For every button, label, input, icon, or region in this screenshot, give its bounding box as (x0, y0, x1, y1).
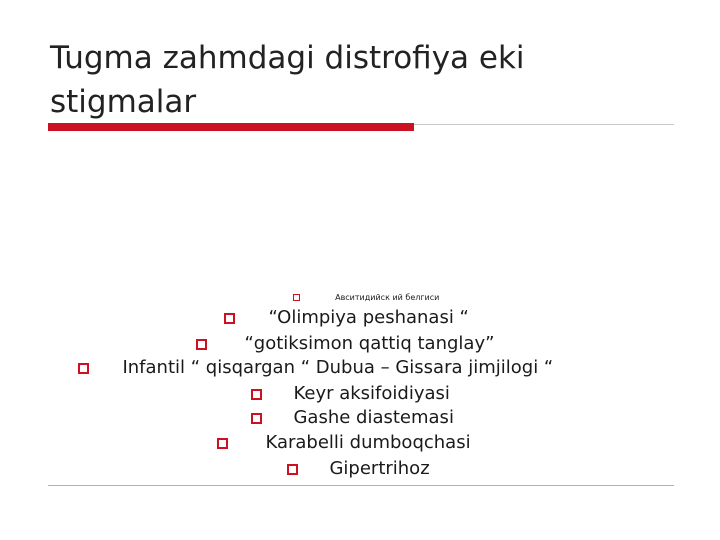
list-item (217, 431, 471, 455)
list-item (224, 306, 469, 330)
square-bullet-icon (78, 363, 89, 374)
square-bullet-icon (217, 438, 228, 449)
list-item-text: Gipertrihoz (329, 458, 430, 479)
list-item (196, 332, 494, 356)
list-item-text: Keyr aksifoidiyasi (293, 383, 450, 404)
footer-divider (48, 485, 674, 486)
square-bullet-icon (293, 294, 300, 301)
slide-title: Tugma zahmdagi distrofiya eki stigmalar (50, 40, 525, 120)
list-item-text: Karabelli dumboqchasi (265, 432, 471, 453)
square-bullet-icon (251, 413, 262, 424)
list-item (287, 457, 430, 481)
list-item-text: Infantil “ qisqargan “ Dubua – Gissara jimjilogi “ (122, 357, 554, 378)
list-item-text: Gashe diastemasi (293, 407, 454, 428)
list-item (251, 406, 454, 430)
small-list-item-text: Авситидийск ий белгиси (335, 293, 440, 302)
title-accent-bar (48, 123, 414, 131)
square-bullet-icon (224, 313, 235, 324)
list-item-text: “gotiksimon qattiq tanglay” (244, 333, 495, 354)
square-bullet-icon (196, 339, 207, 350)
list-item-text: “Olimpiya peshanasi “ (268, 307, 469, 328)
square-bullet-icon (287, 464, 298, 475)
small-list-item (293, 292, 439, 304)
list-item (78, 356, 553, 380)
list-item (251, 382, 450, 406)
square-bullet-icon (251, 389, 262, 400)
